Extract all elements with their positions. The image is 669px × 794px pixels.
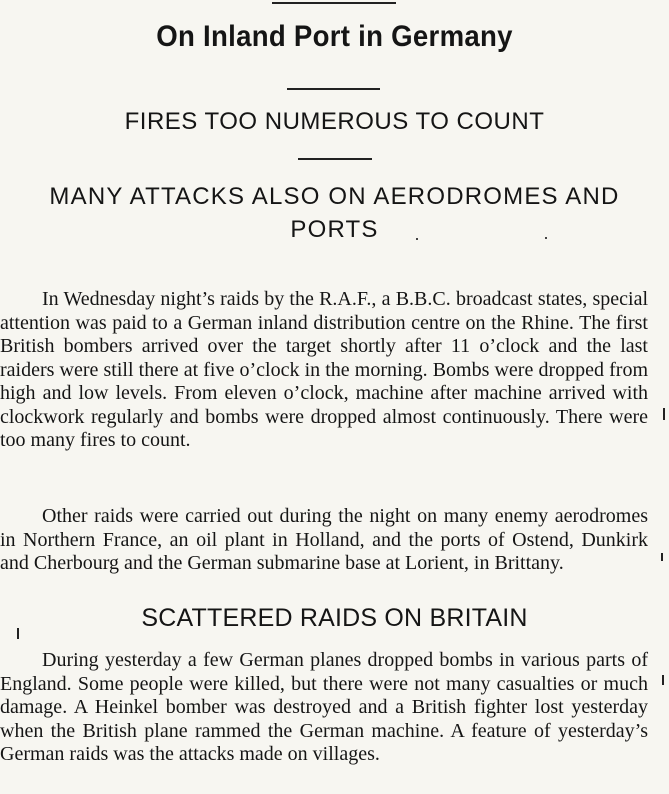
print-mark xyxy=(17,628,19,639)
print-mark xyxy=(662,675,664,685)
print-speck xyxy=(416,238,418,240)
print-speck xyxy=(545,237,547,239)
print-mark xyxy=(661,553,663,561)
article-title: On Inland Port in Germany xyxy=(156,20,513,53)
article-paragraph-2 xyxy=(0,505,648,576)
top-rule xyxy=(272,2,396,4)
article-paragraph-3 xyxy=(0,649,648,767)
article-paragraph-1 xyxy=(0,288,648,453)
deck-divider xyxy=(298,158,372,160)
title-divider xyxy=(287,88,380,90)
second-deck-headline: MANY ATTACKS ALSO ON AERODROMES AND PORTS xyxy=(49,183,620,243)
paragraph-3-text: During yesterday a few German planes dropped bombs in various parts of England. Some people were killed, but there were not many casualties or much damage. A Heinkel bomber was destroyed and a British fighter lost yesterday when the British plane rammed the German machine. A feature of yesterday’s German raids was the attacks made on villages. xyxy=(0,649,648,765)
paragraph-2-text: Other raids were carried out during the night on many enemy aerodromes in Northern France, an oil plant in Holland, and the ports of Ostend, Dunkirk and Cherbourg and the German submarine base at Lorient, in Brittany. xyxy=(0,505,648,574)
print-mark xyxy=(663,408,665,420)
first-deck-headline: FIRES TOO NUMEROUS TO COUNT xyxy=(124,108,545,135)
section-subhead: SCATTERED RAIDS ON BRITAIN xyxy=(141,604,528,632)
paragraph-1-text: In Wednesday night’s raids by the R.A.F., a B.B.C. broadcast states, special attention was paid to a German inland distribution centre on the Rhine. The first British bombers arrived over the target shortly after 11 o’clock and the last raiders were still there at five o’clock in the morning. Bombs were dropped from high and low levels. From eleven o’clock, machine after machine arrived with clockwork regularly and bombs were dropped almost continuously. There were too many fires to count. xyxy=(0,288,648,451)
